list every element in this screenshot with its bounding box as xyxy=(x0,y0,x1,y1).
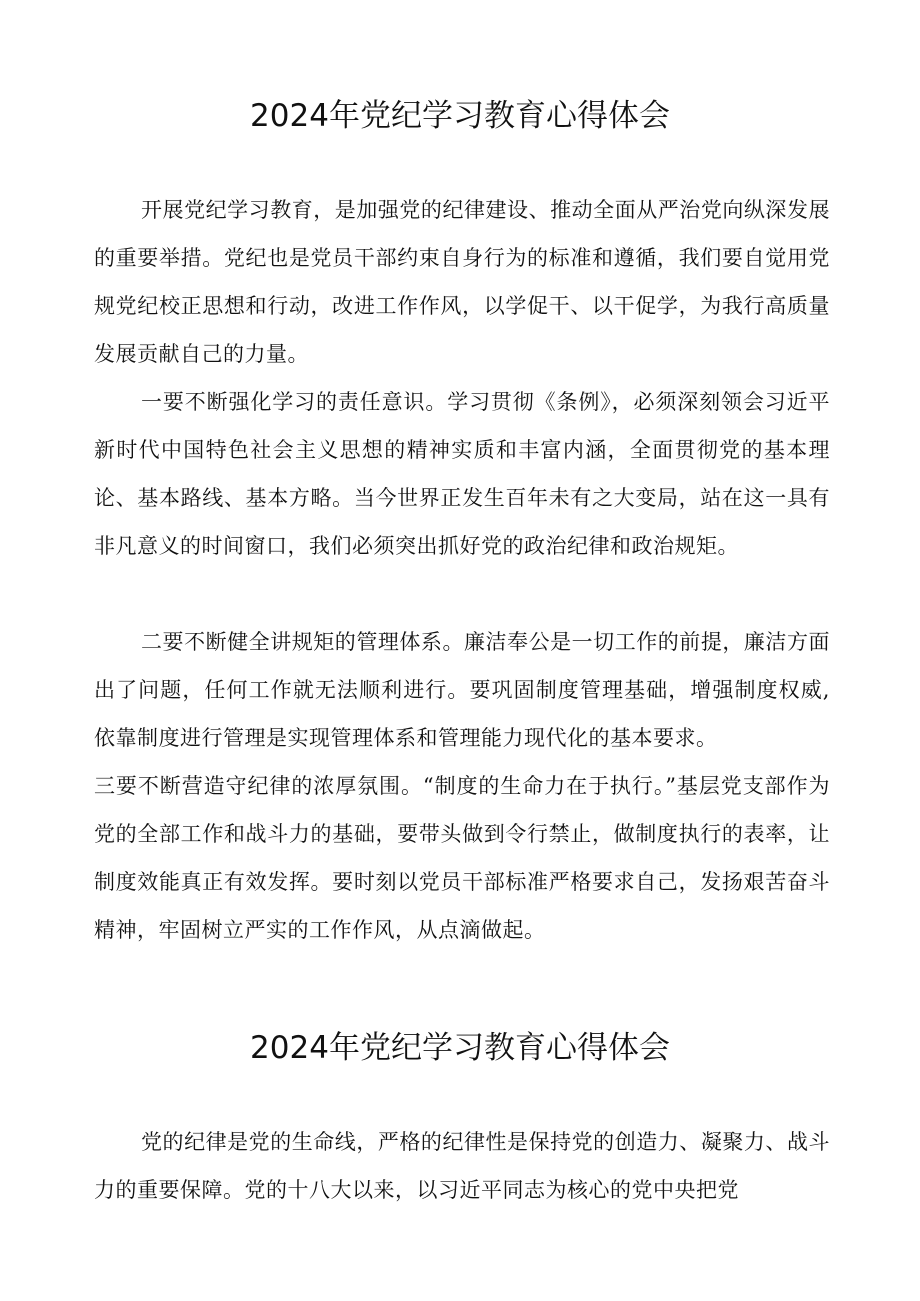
paragraph-point-three: 三要不断营造守纪律的浓厚氛围。“制度的生命力在于执行。”基层党支部作为党的全部工作和战斗力的基础，要带头做到令行禁止，做制度执行的表率，让制度效能真正有效发挥。要时刻以党员干部标准严格要求自己，发扬艰苦奋斗精神，牢固树立严实的工作作风，从点滴做起。 xyxy=(94,774,830,942)
paragraph-point-one: 一要不断强化学习的责任意识。学习贯彻《条例》，必须深刻领会习近平新时代中国特色社会主义思想的精神实质和丰富内涵，全面贯彻党的基本理论、基本路线、基本方略。当今世界正发生百年未有之大变局，站在这一具有非凡意义的时间窗口，我们必须突出抓好党的政治纪律和政治规矩。 xyxy=(94,390,830,558)
second-document-title: 2024年党纪学习教育心得体会 xyxy=(250,1030,670,1066)
document-title: 2024年党纪学习教育心得体会 xyxy=(250,98,670,134)
paragraph-point-two: 二要不断健全讲规矩的管理体系。廉洁奉公是一切工作的前提，廉洁方面出了问题，任何工作就无法顺利进行。要巩固制度管理基础，增强制度权威,依靠制度进行管理是实现管理体系和管理能力现代化的基本要求。 xyxy=(94,630,830,750)
paragraph-second-intro: 党的纪律是党的生命线，严格的纪律性是保持党的创造力、凝聚力、战斗力的重要保障。党的十八大以来，以习近平同志为核心的党中央把党 xyxy=(94,1130,830,1202)
paragraph-intro: 开展党纪学习教育，是加强党的纪律建设、推动全面从严治党向纵深发展的重要举措。党纪也是党员干部约束自身行为的标准和遵循，我们要自觉用党规党纪校正思想和行动，改进工作作风，以学促干、以干促学，为我行高质量发展贡献自己的力量。 xyxy=(94,198,830,366)
